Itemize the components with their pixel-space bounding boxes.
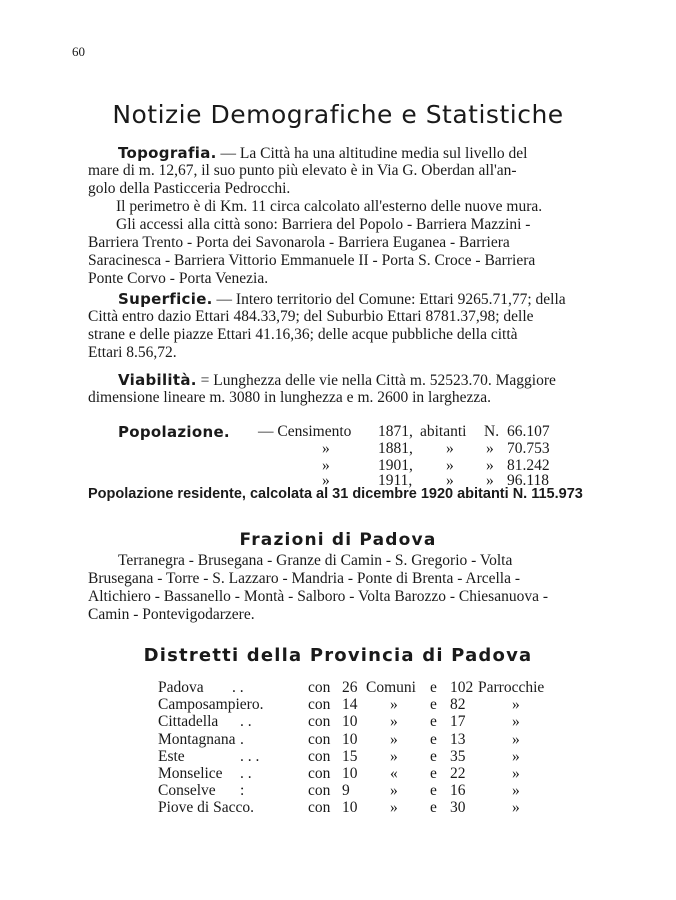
district-e: e (430, 765, 437, 782)
viabilita-line-0 (118, 371, 556, 390)
topografia-text-7: Ponte Corvo - Porta Venezia. (88, 270, 269, 287)
district-parrocchie-count: 17 (450, 713, 466, 731)
district-comuni-label: » (390, 799, 398, 817)
superficie-text-1: Città entro dazio Ettari 484.33,79; del Suburbio Ettari 8781.37,98; delle (88, 308, 534, 325)
pop-label-0: abitanti (420, 423, 467, 440)
district-parrocchie-label: » (512, 730, 520, 748)
district-comuni-label: » (390, 696, 398, 714)
district-e: e (430, 799, 437, 817)
district-e: e (430, 782, 437, 800)
pop-year-3: 1911, (378, 472, 413, 489)
pop-n-2: » (486, 457, 494, 474)
pop-value-2: 81.242 (507, 457, 550, 474)
district-comuni-count: 14 (342, 696, 358, 714)
district-comuni-label: » (390, 782, 398, 800)
district-parrocchie-count: 82 (450, 696, 466, 714)
district-con: con (308, 747, 331, 765)
frazioni-text-0: Terranegra - Brusegana - Granze di Camin - S. Gregorio - Volta (118, 552, 513, 569)
district-parrocchie-count: 102 (450, 679, 474, 696)
district-comuni-count: 10 (342, 730, 358, 748)
district-parrocchie-count: 22 (450, 765, 466, 782)
district-con: con (308, 730, 331, 748)
pop-label-1: » (446, 440, 454, 457)
district-parrocchie-label: » (512, 713, 520, 731)
district-parrocchie-label: » (512, 782, 520, 800)
pop-year-1: 1881, (378, 440, 413, 457)
resident-population: Popolazione residente, calcolata al 31 dicembre 1920 abitanti N. 115.973 (88, 486, 583, 502)
district-name: Este (158, 747, 185, 765)
district-name: Piove di Sacco. (158, 799, 254, 817)
district-con: con (308, 782, 331, 800)
district-dots: : (240, 782, 245, 800)
pop-lead-0: — Censimento (258, 423, 352, 440)
district-con: con (308, 679, 331, 696)
district-comuni-label: Comuni (366, 679, 416, 696)
superficie-text-0: — Intero territorio del Comune: Ettari 9265.71,77; della (216, 291, 566, 308)
pop-lead-3: » (322, 472, 330, 489)
district-e: e (430, 679, 437, 696)
frazioni-text-2: Altichiero - Bassanello - Montà - Salboro - Volta Barozzo - Chiesanuova - (88, 588, 549, 605)
distretti-heading: Distretti della Provincia di Padova (143, 645, 533, 666)
district-comuni-count: 10 (342, 713, 358, 731)
district-name: Camposampiero. (158, 696, 264, 714)
topografia-text-6: Saracinesca - Barriera Vittorio Emmanuele II - Porta S. Croce - Barriera (88, 252, 536, 269)
district-comuni-label: » (390, 747, 398, 765)
pop-label-2: » (446, 457, 454, 474)
district-con: con (308, 713, 331, 731)
district-name: Cittadella (158, 713, 219, 731)
page-number: 60 (72, 44, 85, 59)
pop-label-3: » (446, 472, 454, 489)
district-comuni-count: 9 (342, 782, 350, 800)
district-dots: . (240, 730, 244, 748)
district-comuni-count: 15 (342, 747, 358, 765)
pop-year-0: 1871, (378, 423, 413, 440)
pop-n-0: N. (484, 423, 500, 440)
district-comuni-label: » (390, 730, 398, 748)
district-name: Padova (158, 679, 204, 696)
district-parrocchie-label: » (512, 696, 520, 714)
district-parrocchie-label: » (512, 765, 520, 782)
superficie-heading: Superficie. (118, 290, 213, 308)
district-parrocchie-label: Parrocchie (478, 679, 545, 696)
district-name: Montagnana (158, 730, 236, 748)
pop-value-0: 66.107 (507, 423, 550, 440)
pop-lead-2: » (322, 457, 330, 474)
district-dots: . . . (240, 747, 260, 765)
frazioni-text-1: Brusegana - Torre - S. Lazzaro - Mandria - Ponte di Brenta - Arcella - (88, 570, 521, 587)
pop-lead-1: » (322, 440, 330, 457)
district-parrocchie-count: 13 (450, 730, 466, 748)
page-title: Notizie Demografiche e Statistiche (112, 100, 564, 129)
topografia-heading: Topografia. (118, 144, 217, 162)
topografia-line-0 (118, 144, 527, 163)
pop-value-1: 70.753 (507, 440, 550, 457)
viabilita-heading: Viabilità. (118, 371, 197, 389)
district-dots: . . (240, 713, 252, 731)
district-dots: . . (232, 679, 244, 696)
topografia-text-5: Barriera Trento - Porta dei Savonarola - Barriera Euganea - Barriera (88, 234, 510, 251)
topografia-text-3: Il perimetro è di Km. 11 circa calcolato all'esterno delle nuove mura. (116, 198, 543, 215)
viabilita-text-0: = Lunghezza delle vie nella Città m. 52523.70. Maggiore (200, 372, 556, 389)
frazioni-text-3: Camin - Pontevigodarzere. (88, 606, 255, 623)
district-name: Conselve (158, 782, 216, 800)
pop-n-3: » (486, 472, 494, 489)
district-dots: . . (240, 765, 252, 782)
topografia-text-4: Gli accessi alla città sono: Barriera del Popolo - Barriera Mazzini - (116, 216, 531, 233)
district-parrocchie-count: 16 (450, 782, 466, 800)
topografia-text-1: mare di m. 12,67, il suo punto più elevato è in Via G. Oberdan all'an- (88, 162, 517, 179)
popolazione-heading: Popolazione. (118, 423, 230, 441)
superficie-text-2: strane e delle piazze Ettari 41.16,36; delle acque pubbliche della città (88, 326, 518, 343)
pop-value-3: 96.118 (507, 472, 550, 489)
district-comuni-count: 26 (342, 679, 358, 696)
district-e: e (430, 696, 437, 714)
district-comuni-count: 10 (342, 799, 358, 817)
viabilita-text-1: dimensione lineare m. 3080 in lunghezza e m. 2600 in larghezza. (88, 389, 492, 406)
district-comuni-count: 10 (342, 765, 358, 782)
district-con: con (308, 765, 331, 782)
superficie-line-0 (118, 290, 566, 309)
pop-year-2: 1901, (378, 457, 413, 474)
district-e: e (430, 730, 437, 748)
district-parrocchie-count: 30 (450, 799, 466, 817)
district-e: e (430, 713, 437, 731)
frazioni-heading: Frazioni di Padova (239, 530, 437, 550)
district-name: Monselice (158, 765, 223, 782)
district-con: con (308, 799, 331, 817)
pop-n-1: » (486, 440, 494, 457)
topografia-text-0: — La Città ha una altitudine media sul livello del (220, 145, 528, 162)
district-comuni-label: » (390, 713, 398, 731)
topografia-text-2: golo della Pasticceria Pedrocchi. (88, 180, 291, 197)
district-e: e (430, 747, 437, 765)
district-comuni-label: « (390, 765, 398, 782)
district-con: con (308, 696, 331, 714)
district-parrocchie-label: » (512, 747, 520, 765)
superficie-text-3: Ettari 8.56,72. (88, 344, 177, 361)
district-parrocchie-label: » (512, 799, 520, 817)
district-parrocchie-count: 35 (450, 747, 466, 765)
